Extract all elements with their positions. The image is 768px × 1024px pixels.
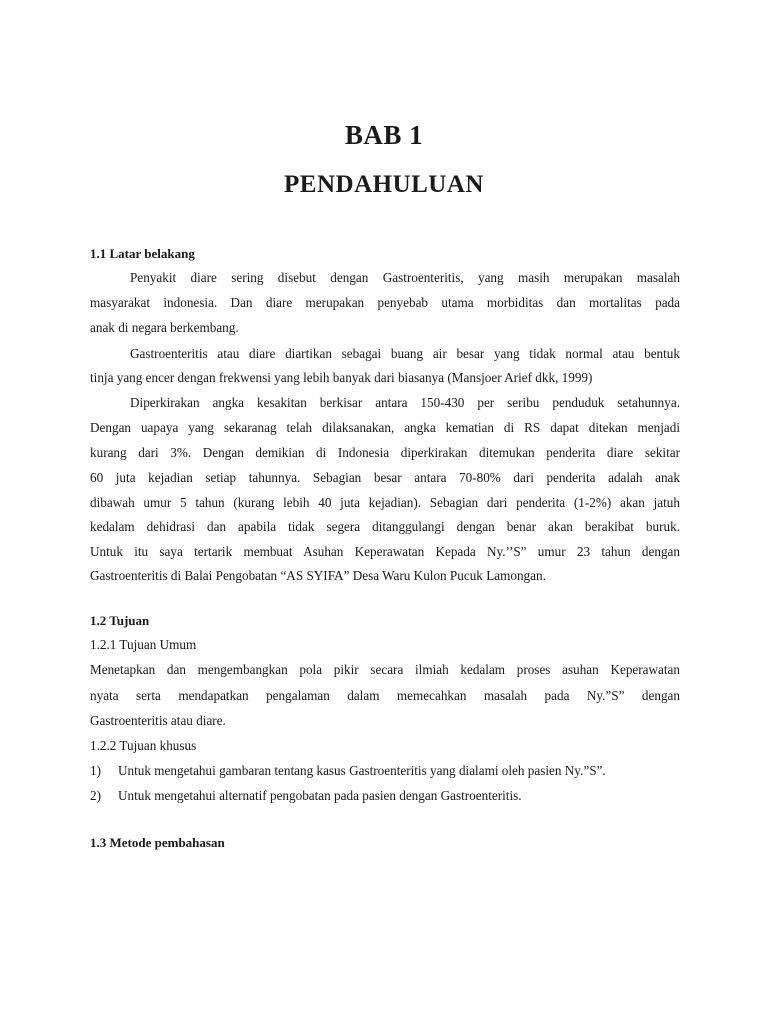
paragraph-line: anak di negara berkembang. xyxy=(90,320,239,335)
paragraph-line: Gastroenteritis atau diare. xyxy=(90,713,226,728)
chapter-title: PENDAHULUAN xyxy=(284,171,484,198)
paragraph-line: Menetapkan dan mengembangkan pola pikir secara ilmiah kedalam proses asuhan Keperawatan xyxy=(90,662,680,677)
subsection-heading-tujuan-khusus: 1.2.2 Tujuan khusus xyxy=(90,738,197,753)
list-item-number: 2) xyxy=(90,788,101,803)
paragraph-line: kurang dari 3%. Dengan demikian di Indonesia diperkirakan ditemukan penderita diare sekitar xyxy=(90,445,680,460)
section-heading-latar-belakang: 1.1 Latar belakang xyxy=(90,246,195,261)
paragraph-line: Penyakit diare sering disebut dengan Gastroenteritis, yang masih merupakan masalah xyxy=(130,270,680,285)
paragraph-line: Untuk itu saya tertarik membuat Asuhan Keperawatan Kepada Ny.’’S” umur 23 tahun dengan xyxy=(90,544,680,559)
paragraph-line: Gastroenteritis atau diare diartikan sebagai buang air besar yang tidak normal atau bentuk xyxy=(130,346,680,361)
list-item: Untuk mengetahui gambaran tentang kasus Gastroenteritis yang dialami oleh pasien Ny.”S”. xyxy=(118,763,606,778)
paragraph-line: masyarakat indonesia. Dan diare merupakan penyebab utama morbiditas dan mortalitas pada xyxy=(90,295,680,310)
list-item-number: 1) xyxy=(90,763,101,778)
paragraph-line: tinja yang encer dengan frekwensi yang lebih banyak dari biasanya (Mansjoer Arief dkk, 1999) xyxy=(90,370,593,385)
subsection-heading-tujuan-umum: 1.2.1 Tujuan Umum xyxy=(90,637,197,652)
paragraph-line: Diperkirakan angka kesakitan berkisar antara 150-430 per seribu penduduk setahunnya. xyxy=(130,395,680,410)
paragraph-line: kedalam dehidrasi dan apabila tidak segera ditanggulangi dengan benar akan berakibat buruk. xyxy=(90,519,680,534)
chapter-number: BAB 1 xyxy=(344,120,424,150)
paragraph-line: 60 juta kejadian setiap tahunnya. Sebagian besar antara 70-80% dari penderita adalah anak xyxy=(90,470,680,485)
paragraph-line: nyata serta mendapatkan pengalaman dalam memecahkan masalah pada Ny.”S” dengan xyxy=(90,688,680,703)
paragraph-line: dibawah umur 5 tahun (kurang lebih 40 juta kejadian). Sebagian dari penderita (1-2%) akan jatuh xyxy=(90,495,680,510)
section-heading-tujuan: 1.2 Tujuan xyxy=(90,613,150,628)
list-item: Untuk mengetahui alternatif pengobatan pada pasien dengan Gastroenteritis. xyxy=(118,788,522,803)
paragraph-line: Dengan uapaya yang sekaranag telah dilaksanakan, angka kematian di RS dapat ditekan menjadi xyxy=(90,420,680,435)
section-heading-metode-pembahasan: 1.3 Metode pembahasan xyxy=(90,835,225,850)
paragraph-line: Gastroenteritis di Balai Pengobatan “AS SYIFA” Desa Waru Kulon Pucuk Lamongan. xyxy=(90,568,546,583)
